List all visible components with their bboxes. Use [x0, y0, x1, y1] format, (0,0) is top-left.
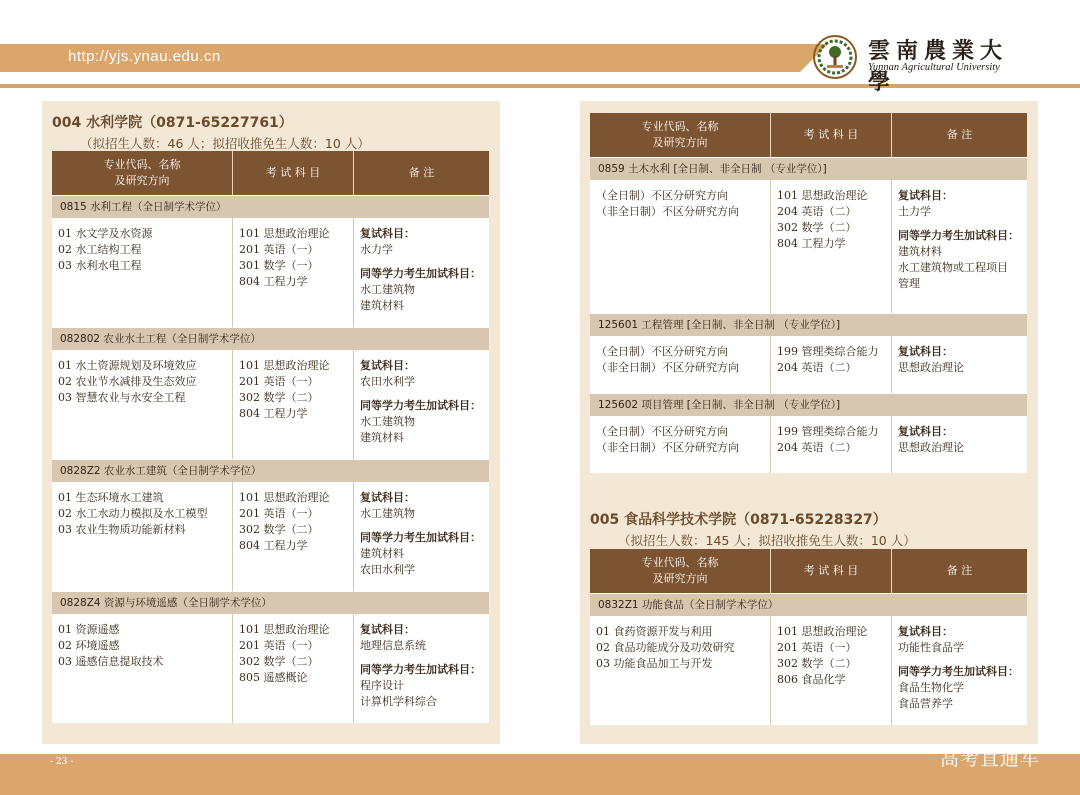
- header-program: 专业代码、名称 及研究方向: [52, 151, 233, 195]
- extra-exam-subject: 管理: [898, 277, 920, 290]
- exam-subjects: [771, 336, 892, 393]
- retest-label: 复试科目：: [898, 625, 953, 638]
- research-directions: [52, 350, 233, 459]
- header-exam: 考 试 科 目: [771, 549, 892, 593]
- extra-exam-label: 同等学力考生加试科目：: [898, 229, 1019, 242]
- notes: [892, 416, 1027, 473]
- direction-item: 02 农业节水减排及生态效应: [58, 375, 197, 388]
- retest-subject: 农田水利学: [360, 375, 415, 388]
- extra-exam-label: 同等学力考生加试科目：: [360, 531, 481, 544]
- research-directions: [52, 218, 233, 327]
- extra-exam-subject: 水工建筑物或工程项目: [898, 261, 1008, 274]
- header-exam: 考 试 科 目: [233, 151, 354, 195]
- table-row: [590, 415, 1027, 473]
- direction-item: 01 水文学及水资源: [58, 227, 153, 240]
- program-table-2: [590, 549, 1027, 725]
- direction-item: （非全日制）不区分研究方向: [596, 205, 739, 218]
- exam-item: 804 工程力学: [239, 275, 308, 288]
- header-program: 专业代码、名称 及研究方向: [590, 549, 771, 593]
- site-url[interactable]: http://yjs.ynau.edu.cn: [68, 48, 221, 65]
- program-table: [52, 151, 489, 723]
- extra-exam-subject: 食品生物化学: [898, 681, 964, 694]
- exam-item: 204 英语（二）: [777, 361, 857, 374]
- extra-exam-subject: 建筑材料: [898, 245, 942, 258]
- retest-subject: 思想政治理论: [898, 361, 964, 374]
- exam-item: 806 食品化学: [777, 673, 846, 686]
- research-directions: [590, 616, 771, 725]
- section-title: 125602 项目管理 [全日制、非全日制 （专业学位）]: [590, 393, 1027, 415]
- extra-exam-subject: 建筑材料: [360, 547, 404, 560]
- direction-item: 03 农业生物质功能新材料: [58, 523, 186, 536]
- exam-item: 804 工程力学: [239, 539, 308, 552]
- extra-exam-subject: 水工建筑物: [360, 283, 415, 296]
- direction-item: 02 水工结构工程: [58, 243, 142, 256]
- header-exam: 考 试 科 目: [771, 113, 892, 157]
- exam-item: 101 思想政治理论: [239, 491, 330, 504]
- exam-item: 302 数学（二）: [777, 657, 857, 670]
- notes: [354, 218, 489, 327]
- exam-item: 204 英语（二）: [777, 205, 857, 218]
- notes: [354, 350, 489, 459]
- table-body: [52, 195, 489, 723]
- exam-item: 302 数学（二）: [239, 655, 319, 668]
- exam-item: 199 管理类综合能力: [777, 345, 879, 358]
- direction-item: （非全日制）不区分研究方向: [596, 441, 739, 454]
- table-body: [590, 593, 1027, 725]
- table-row: [52, 349, 489, 459]
- college-quota: （拟招生人数：46 人；拟招收推免生人数：10 人）: [80, 136, 370, 151]
- retest-label: 复试科目：: [898, 425, 953, 438]
- table-row: [52, 217, 489, 327]
- table-header: [52, 151, 489, 195]
- direction-item: 03 智慧农业与水安全工程: [58, 391, 186, 404]
- exam-item: 804 工程力学: [777, 237, 846, 250]
- table-header: [590, 113, 1027, 157]
- notes: [892, 180, 1027, 313]
- section-title: 125601 工程管理 [全日制、非全日制 （专业学位）]: [590, 313, 1027, 335]
- direction-item: 01 水土资源规划及环境效应: [58, 359, 197, 372]
- notes: [354, 614, 489, 723]
- exam-subjects: [233, 482, 354, 591]
- extra-exam-subject: 水工建筑物: [360, 415, 415, 428]
- table-row: [52, 481, 489, 591]
- exam-item: 201 英语（一）: [239, 639, 319, 652]
- research-directions: [52, 482, 233, 591]
- retest-subject: 地理信息系统: [360, 639, 426, 652]
- header-notes: 备 注: [946, 564, 973, 577]
- direction-item: 01 资源遥感: [58, 623, 120, 636]
- section-title: 0859 土木水利 [全日制、非全日制 （专业学位）]: [590, 157, 1027, 179]
- exam-item: 199 管理类综合能力: [777, 425, 879, 438]
- program-table-cont: [590, 113, 1027, 473]
- watermark-text: 高考直通车: [940, 748, 1041, 770]
- footer-bar: [0, 754, 1080, 795]
- retest-label: 复试科目：: [360, 227, 415, 240]
- retest-subject: 水力学: [360, 243, 393, 256]
- exam-item: 201 英语（一）: [239, 375, 319, 388]
- table-header: [590, 549, 1027, 593]
- direction-item: （全日制）不区分研究方向: [596, 345, 728, 358]
- exam-subjects: [771, 416, 892, 473]
- extra-exam-subject: 食品营养学: [898, 697, 953, 710]
- retest-label: 复试科目：: [360, 623, 415, 636]
- section-title: 0828Z2 农业水工建筑（全日制学术学位）: [52, 459, 489, 481]
- college-title: 004 水利学院（0871-65227761）: [52, 115, 293, 131]
- retest-label: 复试科目：: [898, 345, 953, 358]
- retest-subject: 功能性食品学: [898, 641, 964, 654]
- university-emblem-icon: [812, 34, 858, 80]
- section-title: 0828Z4 资源与环境遥感（全日制学术学位）: [52, 591, 489, 613]
- direction-item: 02 食品功能成分及功效研究: [596, 641, 735, 654]
- exam-subjects: [771, 616, 892, 725]
- direction-item: 02 环境遥感: [58, 639, 120, 652]
- section-title: 082802 农业水土工程（全日制学术学位）: [52, 327, 489, 349]
- section-title: 0815 水利工程（全日制学术学位）: [52, 195, 489, 217]
- college-heading: [52, 112, 370, 152]
- college-title: 005 食品科学技术学院（0871-65228327）: [590, 512, 887, 528]
- extra-exam-subject: 农田水利学: [360, 563, 415, 576]
- retest-subject: 思想政治理论: [898, 441, 964, 454]
- extra-exam-label: 同等学力考生加试科目：: [360, 399, 481, 412]
- direction-item: 03 遥感信息提取技术: [58, 655, 164, 668]
- notes: [892, 616, 1027, 725]
- exam-item: 101 思想政治理论: [239, 359, 330, 372]
- exam-item: 201 英语（一）: [239, 507, 319, 520]
- header-notes: 备 注: [946, 128, 973, 141]
- research-directions: [52, 614, 233, 723]
- extra-exam-subject: 建筑材料: [360, 299, 404, 312]
- extra-exam-label: 同等学力考生加试科目：: [898, 665, 1019, 678]
- table-row: [590, 335, 1027, 393]
- table-row: [590, 615, 1027, 725]
- table-body: [590, 157, 1027, 473]
- extra-exam-subject: 计算机学科综合: [360, 695, 437, 708]
- college-heading-2: [590, 509, 916, 549]
- exam-item: 201 英语（一）: [239, 243, 319, 256]
- retest-label: 复试科目：: [898, 189, 953, 202]
- exam-item: 301 数学（一）: [239, 259, 319, 272]
- exam-subjects: [233, 614, 354, 723]
- header-program: 专业代码、名称 及研究方向: [590, 113, 771, 157]
- direction-item: 01 生态环境水工建筑: [58, 491, 164, 504]
- notes: [892, 336, 1027, 393]
- university-name-cn: 雲南農業大學: [868, 38, 1009, 95]
- notes: [354, 482, 489, 591]
- exam-item: 302 数学（二）: [777, 221, 857, 234]
- direction-item: （非全日制）不区分研究方向: [596, 361, 739, 374]
- direction-item: （全日制）不区分研究方向: [596, 189, 728, 202]
- extra-exam-label: 同等学力考生加试科目：: [360, 267, 481, 280]
- exam-item: 101 思想政治理论: [239, 227, 330, 240]
- direction-item: 01 食药资源开发与利用: [596, 625, 713, 638]
- exam-subjects: [233, 218, 354, 327]
- section-title: 0832Z1 功能食品（全日制学术学位）: [590, 593, 1027, 615]
- direction-item: 03 水利水电工程: [58, 259, 142, 272]
- retest-subject: 水工建筑物: [360, 507, 415, 520]
- direction-item: 03 功能食品加工与开发: [596, 657, 713, 670]
- retest-label: 复试科目：: [360, 359, 415, 372]
- page-number: - 23 -: [50, 757, 74, 767]
- college-quota: （拟招生人数：145 人；拟招收推免生人数：10 人）: [618, 533, 916, 548]
- table-row: [52, 613, 489, 723]
- extra-exam-label: 同等学力考生加试科目：: [360, 663, 481, 676]
- exam-item: 302 数学（二）: [239, 391, 319, 404]
- extra-exam-subject: 建筑材料: [360, 431, 404, 444]
- direction-item: 02 水工水动力模拟及水工模型: [58, 507, 208, 520]
- exam-item: 302 数学（二）: [239, 523, 319, 536]
- extra-exam-subject: 程序设计: [360, 679, 404, 692]
- retest-label: 复试科目：: [360, 491, 415, 504]
- exam-subjects: [233, 350, 354, 459]
- table-row: [590, 179, 1027, 313]
- exam-item: 101 思想政治理论: [777, 625, 868, 638]
- exam-item: 101 思想政治理论: [239, 623, 330, 636]
- direction-item: （全日制）不区分研究方向: [596, 425, 728, 438]
- exam-item: 204 英语（二）: [777, 441, 857, 454]
- exam-item: 201 英语（一）: [777, 641, 857, 654]
- exam-item: 101 思想政治理论: [777, 189, 868, 202]
- exam-item: 805 遥感概论: [239, 671, 308, 684]
- research-directions: [590, 336, 771, 393]
- research-directions: [590, 416, 771, 473]
- university-name-en: Yunnan Agricultural University: [868, 62, 1000, 73]
- university-logo: [812, 34, 1022, 95]
- research-directions: [590, 180, 771, 313]
- retest-subject: 土力学: [898, 205, 931, 218]
- exam-item: 804 工程力学: [239, 407, 308, 420]
- header-notes: 备 注: [408, 166, 435, 179]
- exam-subjects: [771, 180, 892, 313]
